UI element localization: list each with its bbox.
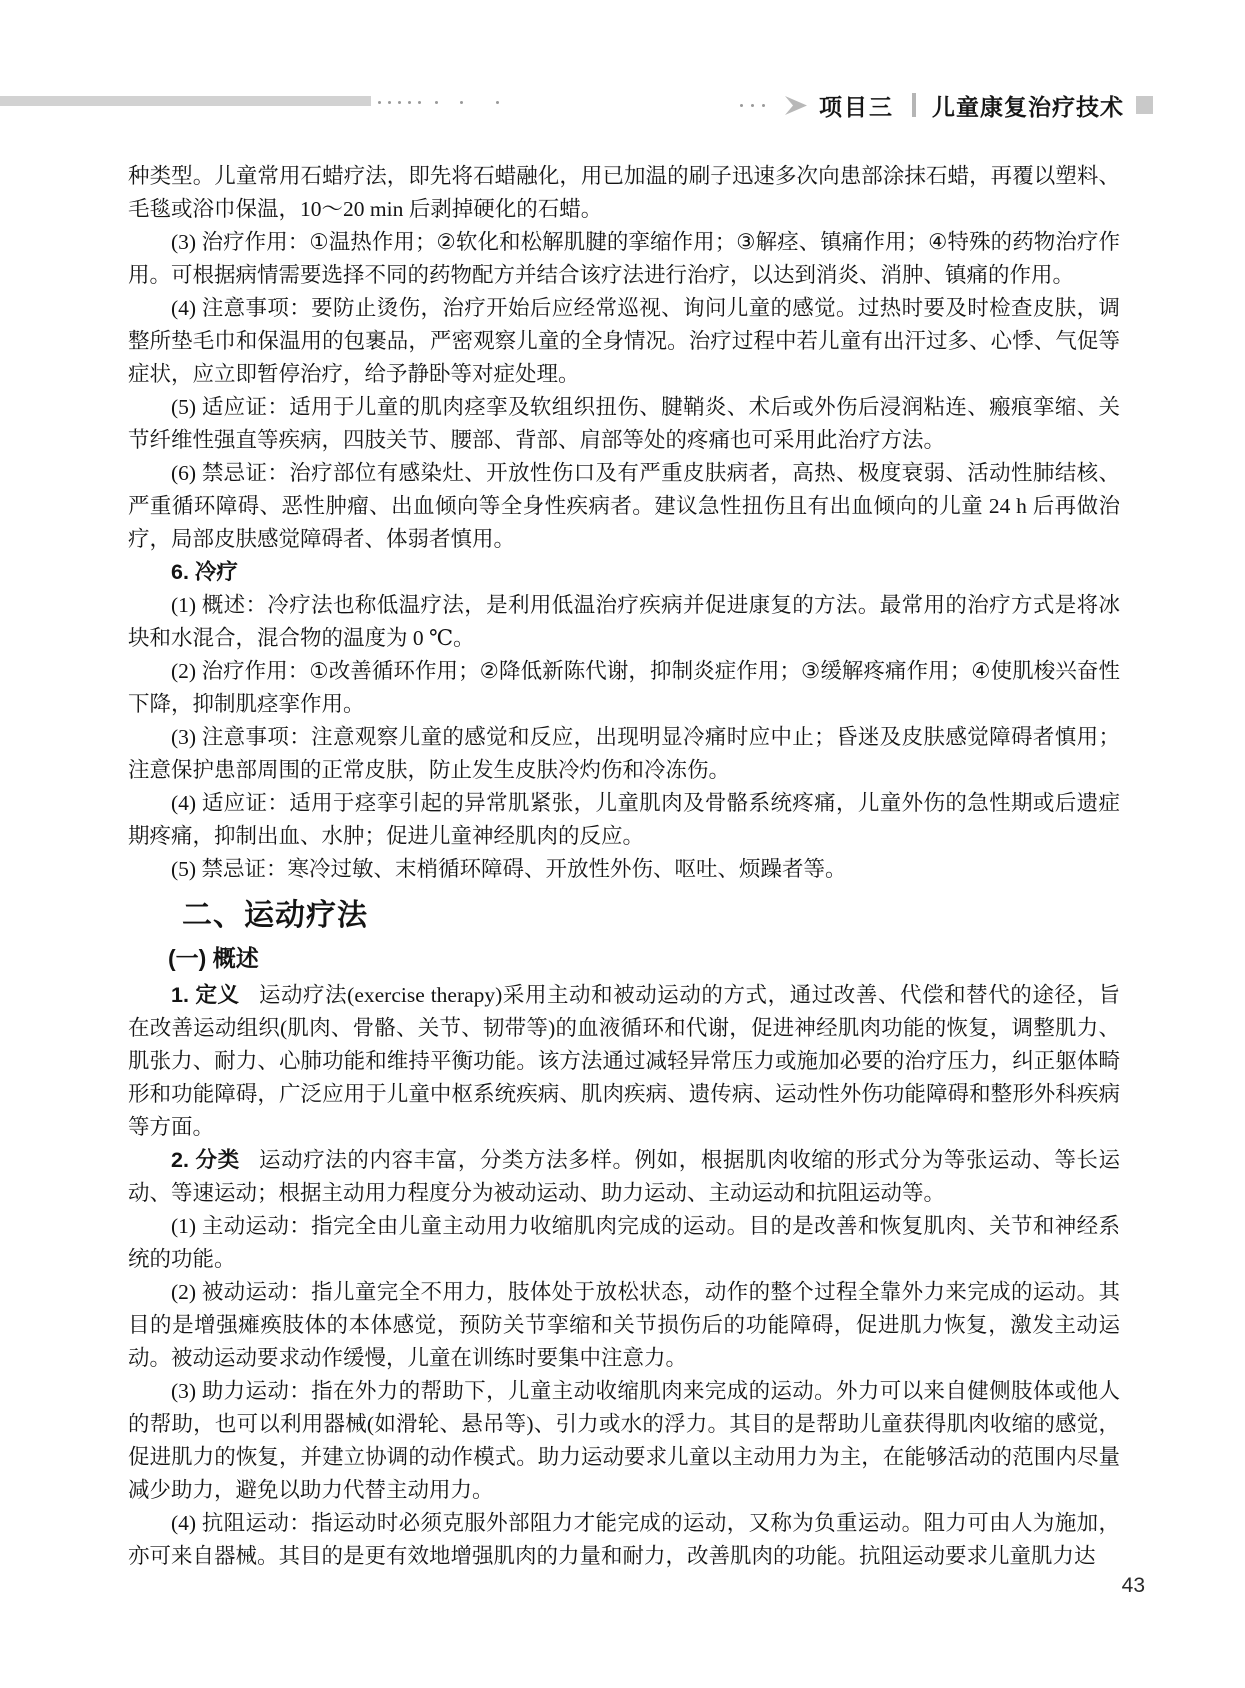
header-mini-dots — [740, 104, 773, 107]
dot-icon — [762, 104, 765, 107]
page-title: 儿童康复治疗技术 — [932, 93, 1124, 120]
dot-icon — [418, 101, 421, 104]
paragraph: (2) 被动运动：指儿童完全不用力，肢体处于放松状态，动作的整个过程全靠外力来完成的运动。其目的是增强瘫痪肢体的本体感觉，预防关节挛缩和关节损伤后的功能障碍，促进肌力恢复，激发主动运动。被动运动要求动作缓慢，儿童在训练时要集中注意力。 — [128, 1280, 1120, 1370]
paragraph: (3) 注意事项：注意观察儿童的感觉和反应，出现明显冷痛时应中止；昏迷及皮肤感觉障碍者慎用；注意保护患部周围的正常皮肤，防止发生皮肤冷灼伤和冷冻伤。 — [128, 725, 1120, 782]
paragraph-lead: 2. 分类 — [171, 1148, 240, 1172]
paragraph: (4) 适应证：适用于痉挛引起的异常肌紧张，儿童肌肉及骨骼系统疼痛，儿童外伤的急性期或后遗症期疼痛，抑制出血、水肿；促进儿童神经肌肉的反应。 — [128, 791, 1120, 848]
paragraph — [128, 979, 1120, 1144]
body-content — [128, 160, 1120, 1573]
paragraph: (5) 适应证：适用于儿童的肌肉痉挛及软组织扭伤、腱鞘炎、术后或外伤后浸润粘连、瘢痕挛缩、关节纤维性强直等疾病，四肢关节、腰部、背部、肩部等处的疼痛也可采用此治疗方法。 — [128, 395, 1120, 452]
dot-icon — [751, 104, 754, 107]
paragraph-text: 运动疗法的内容丰富，分类方法多样。例如，根据肌肉收缩的形式分为等张运动、等长运动、等速运动；根据主动用力程度分为被动运动、助力运动、主动运动和抗阻运动等。 — [128, 1148, 1120, 1205]
paragraph: (1) 概述：冷疗法也称低温疗法，是利用低温治疗疾病并促进康复的方法。最常用的治疗方式是将冰块和水混合，混合物的温度为 0 ℃。 — [128, 593, 1120, 650]
header-square-ornament — [1136, 96, 1153, 114]
paragraph: (6) 禁忌证：治疗部位有感染灶、开放性伤口及有严重皮肤病者，高热、极度衰弱、活动性肺结核、严重循环障碍、恶性肿瘤、出血倾向等全身性疾病者。建议急性扭伤且有出血倾向的儿童 24 h 后再做治疗，局部皮肤感觉障碍者、体弱者慎用。 — [128, 461, 1120, 551]
header-dot-trail — [378, 101, 499, 104]
dot-icon — [740, 104, 743, 107]
paragraph: (3) 助力运动：指在外力的帮助下，儿童主动收缩肌肉来完成的运动。外力可以来自健侧肢体或他人的帮助，也可以利用器械(如滑轮、悬吊等)、引力或水的浮力。其目的是帮助儿童获得肌肉收缩的感觉，促进肌力的恢复，并建立协调的动作模式。助力运动要求儿童以主动用力为主，在能够活动的范围内尽量减少助力，避免以助力代替主动用力。 — [128, 1379, 1120, 1502]
paragraph: (2) 治疗作用：①改善循环作用；②降低新陈代谢，抑制炎症作用；③缓解疼痛作用；④使肌梭兴奋性下降，抑制肌痉挛作用。 — [128, 659, 1120, 716]
paragraph-lead: 1. 定义 — [171, 983, 240, 1007]
heading: (一) 概述 — [168, 945, 259, 971]
running-head — [740, 88, 1153, 122]
chapter-label: 项目三 — [819, 93, 894, 120]
dot-icon — [435, 101, 438, 104]
heading: 二、运动疗法 — [182, 899, 368, 932]
paragraph — [128, 1144, 1120, 1210]
dot-icon — [460, 101, 463, 104]
paragraph: (1) 主动运动：指完全由儿童主动用力收缩肌肉完成的运动。目的是改善和恢复肌肉、关节和神经系统的功能。 — [128, 1214, 1120, 1271]
paragraph: (3) 治疗作用：①温热作用；②软化和松解肌腱的挛缩作用；③解痉、镇痛作用；④特殊的药物治疗作用。可根据病情需要选择不同的药物配方并结合该疗法进行治疗，以达到消炎、消肿、镇痛的作用。 — [128, 230, 1120, 287]
header-rule-bar — [0, 96, 371, 106]
dot-icon — [388, 101, 391, 104]
dot-icon — [408, 101, 411, 104]
page-number: 43 — [1121, 1574, 1145, 1597]
dot-icon — [496, 101, 499, 104]
dot-icon — [378, 101, 381, 104]
paragraph: (5) 禁忌证：寒冷过敏、末梢循环障碍、开放性外伤、呕吐、烦躁者等。 — [171, 857, 847, 881]
paragraph: (4) 抗阻运动：指运动时必须克服外部阻力才能完成的运动，又称为负重运动。阻力可由人为施加，亦可来自器械。其目的是更有效地增强肌肉的力量和耐力，改善肌肉的功能。抗阻运动要求儿童肌力达 — [128, 1511, 1120, 1568]
header-separator — [912, 93, 916, 117]
dot-icon — [398, 101, 401, 104]
paragraph-text: 运动疗法(exercise therapy)采用主动和被动运动的方式，通过改善、代偿和替代的途径，旨在改善运动组织(肌肉、骨骼、关节、韧带等)的血液循环和代谢，促进神经肌肉功能的恢复，调整肌力、肌张力、耐力、心肺功能和维持平衡功能。该方法通过减轻异常压力或施加必要的治疗压力，纠正躯体畸形和功能障碍，广泛应用于儿童中枢系统疾病、肌肉疾病、遗传病、运动性外伤功能障碍和整形外科疾病等方面。 — [128, 983, 1121, 1139]
paragraph: (4) 注意事项：要防止烫伤，治疗开始后应经常巡视、询问儿童的感觉。过热时要及时检查皮肤，调整所垫毛巾和保温用的包裹品，严密观察儿童的全身情况。治疗过程中若儿童有出汗过多、心悸、气促等症状，应立即暂停治疗，给予静卧等对症处理。 — [128, 296, 1120, 386]
paragraph: 种类型。儿童常用石蜡疗法，即先将石蜡融化，用已加温的刷子迅速多次向患部涂抹石蜡，再覆以塑料、毛毯或浴巾保温，10～20 min 后剥掉硬化的石蜡。 — [128, 164, 1120, 221]
chevron-right-icon — [783, 96, 807, 115]
heading: 6. 冷疗 — [171, 560, 238, 584]
